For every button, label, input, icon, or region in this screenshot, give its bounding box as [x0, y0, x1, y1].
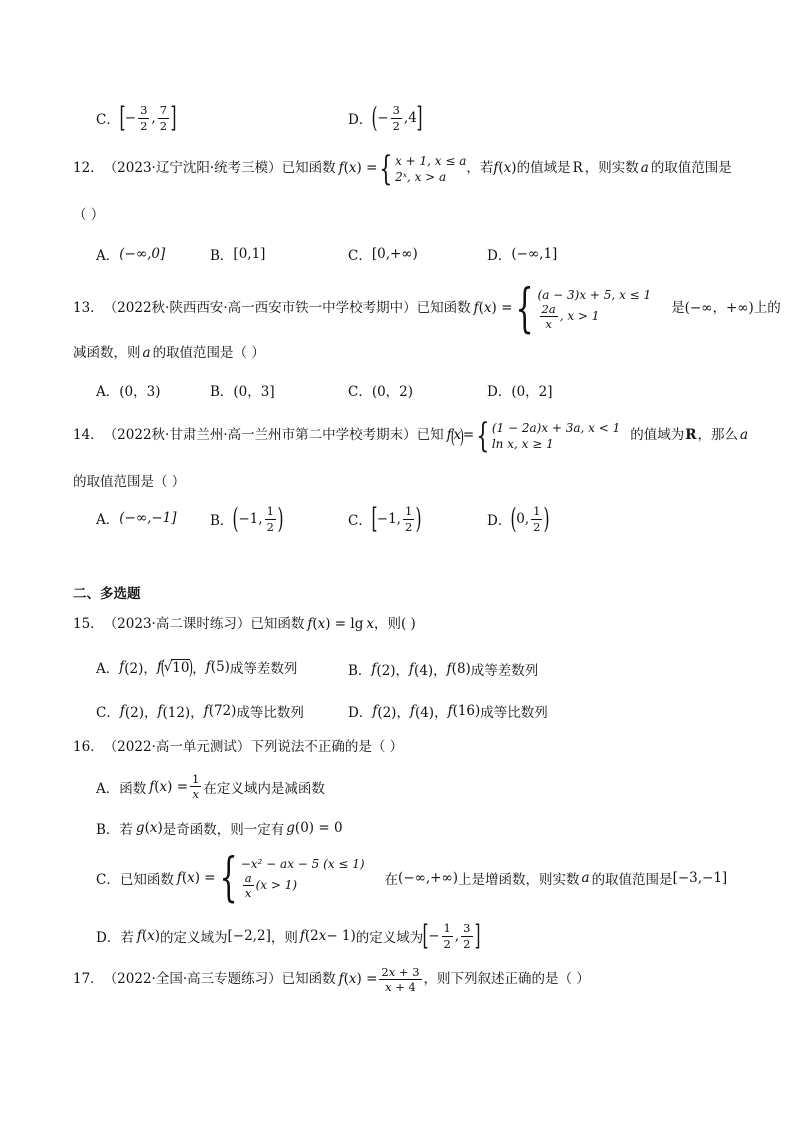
q11-option-c[interactable]: C． [ − $\frac{3}{2}$ , $\frac{7}{2}$ ]: [96, 101, 177, 134]
question-source: （2022·高一单元测试）: [103, 739, 251, 755]
q13-stem-line2: 减函数，则 a 的取值范围是（ ）: [73, 345, 265, 361]
q11-option-d[interactable]: D． ( − $\frac{3}{2}$ ,4 ]: [348, 101, 423, 134]
q14-option-d[interactable]: D． ( 0, $\frac{1}{2}$ ): [487, 502, 550, 535]
q15-option-b[interactable]: B． f (2)， f (4)， f (8) 成等差数列: [348, 661, 539, 679]
q12-option-b[interactable]: B． [0,1]: [210, 246, 266, 264]
q16-option-b[interactable]: B． 若 g ( x ) 是奇函数，则一定有 g (0) = 0: [96, 820, 343, 838]
question-number: 16．: [73, 739, 104, 755]
question-number: 17．: [73, 970, 104, 987]
q15-option-c[interactable]: C． f (2)， f (12)， f (72) 成等比数列: [96, 703, 304, 721]
q13-option-c[interactable]: C．(0，2): [348, 384, 414, 400]
q15-option-a[interactable]: A． f (2)， f ( √ 10 ) ， f (5) 成等差数列: [96, 655, 298, 679]
question-source: （2022·全国·高三专题练习）: [103, 970, 282, 987]
q14-stem-line2: 的取值范围是（ ）: [73, 474, 186, 490]
question-source: （2023·辽宁沈阳·统考三模）: [103, 160, 282, 177]
piecewise-function: { x + 1, x ≤ a 2ˣ, x > a: [379, 149, 467, 189]
question-number: 14．: [73, 427, 104, 444]
question-source: （2022秋·陕西西安·高一西安市铁一中学校考期中）: [103, 300, 417, 317]
question-number: 12．: [73, 160, 104, 177]
q12-option-a[interactable]: A． (−∞,0]: [96, 246, 166, 264]
q17-stem: 17． （2022·全国·高三专题练习） 已知函数 f ( x ) = $\frac{2x + 3}{x + 4}$ ，则下列叙述正确的是（ ）: [73, 965, 590, 995]
q16-option-d[interactable]: D． 若 f ( x ) 的定义域为 [−2,2] ，则 f (2 x − 1) 的定义域为 [ − $\frac{1}{2}$ , $\frac{3}{2}$ ]: [96, 919, 480, 952]
q13-option-a[interactable]: A．(0，3): [96, 384, 161, 400]
piecewise-function: { (a − 3)x + 5, x ≤ 1 $\frac{2a}{x}$ , x > 1: [515, 279, 652, 339]
question-source: （2022秋·甘肃兰州·高一兰州市第二中学校考期末）: [103, 427, 417, 444]
q15-stem: 15． （2023·高二课时练习） 已知函数 f ( x ) = lg x ，则( ): [73, 616, 416, 632]
question-number: 15．: [73, 616, 104, 632]
q14-option-a[interactable]: A． (−∞,−1]: [96, 510, 177, 528]
question-number: 13．: [73, 300, 104, 317]
q16-option-c[interactable]: C． 已知函数 f ( x ) = { −x² − ax − 5 (x ≤ 1) $\frac{a}{x}$ (x > 1) 在 (−∞,+∞) 上是增函数，则实数 a 的取值范围是 [−3,−1]: [96, 848, 728, 908]
q16-stem: 16． （2022·高一单元测试） 下列说法不正确的是（ ）: [73, 739, 404, 755]
question-source: （2023·高二课时练习）: [103, 616, 251, 632]
q12-option-c[interactable]: C． [0,+∞): [348, 246, 418, 264]
q13-option-d[interactable]: D．(0，2]: [487, 384, 553, 400]
section-title: 二、多选题: [73, 586, 141, 602]
piecewise-function: { −x² − ax − 5 (x ≤ 1) $\frac{a}{x}$ (x > 1): [219, 848, 365, 908]
q16-option-a[interactable]: A． 函数 f ( x ) = $\frac{1}{x}$ 在定义域内是减函数: [96, 772, 325, 802]
q13-option-b[interactable]: B．(0，3]: [210, 384, 275, 400]
q12-answer-paren: （ ）: [73, 207, 105, 223]
q13-stem: 13． （2022秋·陕西西安·高一西安市铁一中学校考期中） 已知函数 f ( x ) = { (a − 3)x + 5, x ≤ 1 $\frac{2a}{x}$ , x > 1 是(−∞，+∞)上的: [73, 279, 781, 339]
q14-stem: 14． （2022秋·甘肃兰州·高一兰州市第二中学校考期末） 已知 f ( x ) = { (1 − 2a)x + 3a, x < 1 ln x, x ≥ 1 的值域为 R ，那么 a: [73, 416, 749, 456]
q14-option-b[interactable]: B． ( −1, $\frac{1}{2}$ ): [210, 502, 284, 535]
q15-option-d[interactable]: D． f (2)， f (4)， f (16) 成等比数列: [348, 703, 548, 721]
q12-option-d[interactable]: D． (−∞,1]: [487, 246, 558, 264]
q12-stem: 12． （2023·辽宁沈阳·统考三模） 已知函数 f ( x ) = { x + 1, x ≤ a 2ˣ, x > a ，若 f ( x ) 的值域是 R ，则实数 a 的取值范围是: [73, 149, 732, 189]
piecewise-function: { (1 − 2a)x + 3a, x < 1 ln x, x ≥ 1: [476, 416, 621, 456]
q14-option-c[interactable]: C． [ −1, $\frac{1}{2}$ ): [348, 502, 422, 535]
